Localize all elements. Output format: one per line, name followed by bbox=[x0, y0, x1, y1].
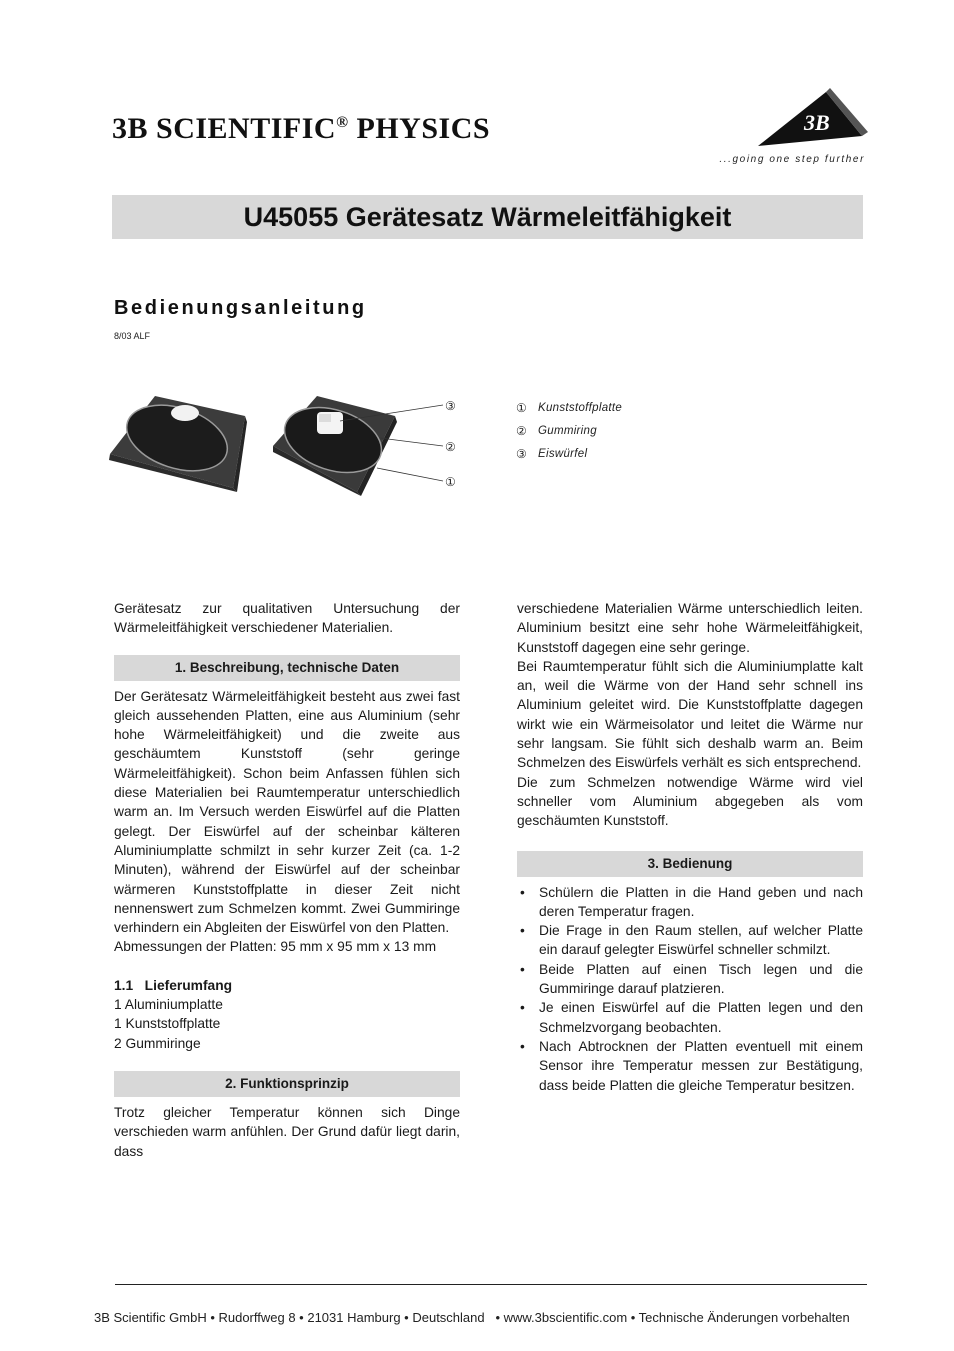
brand-name: 3B SCIENTIFIC bbox=[112, 112, 337, 145]
legend-num: ③ bbox=[516, 446, 528, 461]
title-bar bbox=[112, 195, 863, 239]
page-title: U45055 Gerätesatz Wärmeleitfähigkeit bbox=[243, 201, 732, 232]
list-item: • Je einen Eiswürfel auf die Platten legen und den Schmelzvorgang beobachten. bbox=[517, 998, 863, 1037]
plates-illustration bbox=[105, 388, 465, 498]
callout-3: ③ bbox=[445, 399, 456, 413]
footer-text: 3B Scientific GmbH • Rudorffweg 8 • 21031 Hamburg • Deutschland • www.3bscientific.com • Technische Änderungen vorbehalten bbox=[94, 1310, 850, 1325]
figure-legend bbox=[516, 396, 622, 465]
list-item: • Schülern die Platten in die Hand geben und nach deren Temperatur fragen. bbox=[517, 883, 863, 922]
legend-num: ② bbox=[516, 423, 528, 438]
subsection-1-1-heading: 1.1 Lieferumfang bbox=[114, 977, 233, 993]
principle-para-1: verschiedene Materialien Wärme unterschiedlich leiten. Aluminium besitzt eine sehr hohe Wärmeleitfähigkeit, Kunststoff dagegen eine sehr geringe. bbox=[517, 601, 863, 655]
legend-item bbox=[516, 442, 622, 465]
list-item: • Beide Platten auf einen Tisch legen und die Gummiringe darauf platzieren. bbox=[517, 960, 863, 999]
left-column bbox=[114, 599, 460, 1161]
plastic-plate-image bbox=[273, 396, 397, 496]
legend-label: Gummiring bbox=[538, 424, 597, 437]
brand-title bbox=[112, 112, 490, 146]
right-column bbox=[517, 599, 863, 1095]
section-2-heading: 2. Funktionsprinzip bbox=[114, 1071, 460, 1097]
footer-divider bbox=[115, 1284, 867, 1285]
section-2-text: Trotz gleicher Temperatur können sich Dinge verschieden warm anfühlen. Der Grund dafür liegt darin, dass bbox=[114, 1104, 460, 1159]
subtitle: Bedienungsanleitung bbox=[114, 297, 367, 319]
tagline: ...going one step further bbox=[719, 154, 865, 165]
section-1-text: Der Gerätesatz Wärmeleitfähigkeit besteht aus zwei fast gleich aussehenden Platten, eine aus Aluminium (sehr hohe Wärmeleitfähigkeit) und die zweite aus geschäumtem Kunststoff (sehr geringe Wärmeleitfähigkeit). Schon beim Anfassen fühlen sich diese Materialien bei Raumtemperatur unterschiedlich warm an. Im Versuch werden Eiswürfel auf die Platten gelegt. Der Eiswürfel auf der scheinbar kälteren Aluminiumplatte schmilzt in sehr kurzer Zeit (ca. 1-2 Minuten), während der Eiswürfel auf der scheinbar wärmeren Kunststoffplatte in dieser Zeit nicht nennenswert zum Schmelzen kommt. Zwei Gummiringe verhindern ein Abgleiten der Eiswürfel von den Platten. bbox=[114, 688, 460, 936]
aluminium-plate-image bbox=[109, 393, 247, 492]
legend-item bbox=[516, 396, 622, 419]
brand-suffix: PHYSICS bbox=[356, 112, 491, 145]
section-1-heading: 1. Beschreibung, technische Daten bbox=[114, 655, 460, 681]
callout-2: ② bbox=[445, 440, 456, 454]
legend-num: ① bbox=[516, 400, 528, 415]
legend-label: Kunststoffplatte bbox=[538, 401, 623, 414]
instructions-list bbox=[517, 883, 863, 1095]
delivery-item: 1 Kunststoffplatte bbox=[114, 1016, 221, 1032]
legend-label: Eiswürfel bbox=[538, 447, 588, 460]
section-3-heading: 3. Bedienung bbox=[517, 851, 863, 877]
logo-text: 3B bbox=[804, 110, 830, 135]
version-code: 8/03 ALF bbox=[114, 331, 151, 341]
intro-text: Gerätesatz zur qualitativen Untersuchung der Wärmeleitfähigkeit verschiedener Materialien. bbox=[114, 601, 460, 636]
delivery-item: 1 Aluminiumplatte bbox=[114, 997, 223, 1013]
legend-item bbox=[516, 419, 622, 442]
dimensions-text: Abmessungen der Platten: 95 mm x 95 mm x 13 mm bbox=[114, 939, 437, 955]
list-item: • Die Frage in den Raum stellen, auf welcher Platte ein darauf gelegter Eiswürfel schneller schmilzt. bbox=[517, 921, 863, 960]
callout-1: ① bbox=[445, 475, 456, 489]
delivery-item: 2 Gummiringe bbox=[114, 1035, 201, 1051]
registered-mark: ® bbox=[336, 114, 349, 131]
principle-para-3: Die zum Schmelzen notwendige Wärme wird viel schneller vom Aluminium abgegeben als vom geschäumten Kunststoff. bbox=[517, 774, 863, 829]
list-item: • Nach Abtrocknen der Platten eventuell mit einem Sensor ihre Temperatur messen zur Bestätigung, dass beide Platten die gleiche Temperatur besitzen. bbox=[517, 1037, 863, 1095]
principle-para-2: Bei Raumtemperatur fühlt sich die Aluminiumplatte kalt an, weil die Wärme von der Hand sehr schnell ins Aluminium geleitet wird. Die Kunststoffplatte dagegen wirkt wie ein Wärmeisolator und leitet die Wärme nur sehr langsam. Sie fühlt sich deshalb warm an. Beim Schmelzen des Eiswürfels verhält es sich entsprechend. bbox=[517, 658, 863, 771]
